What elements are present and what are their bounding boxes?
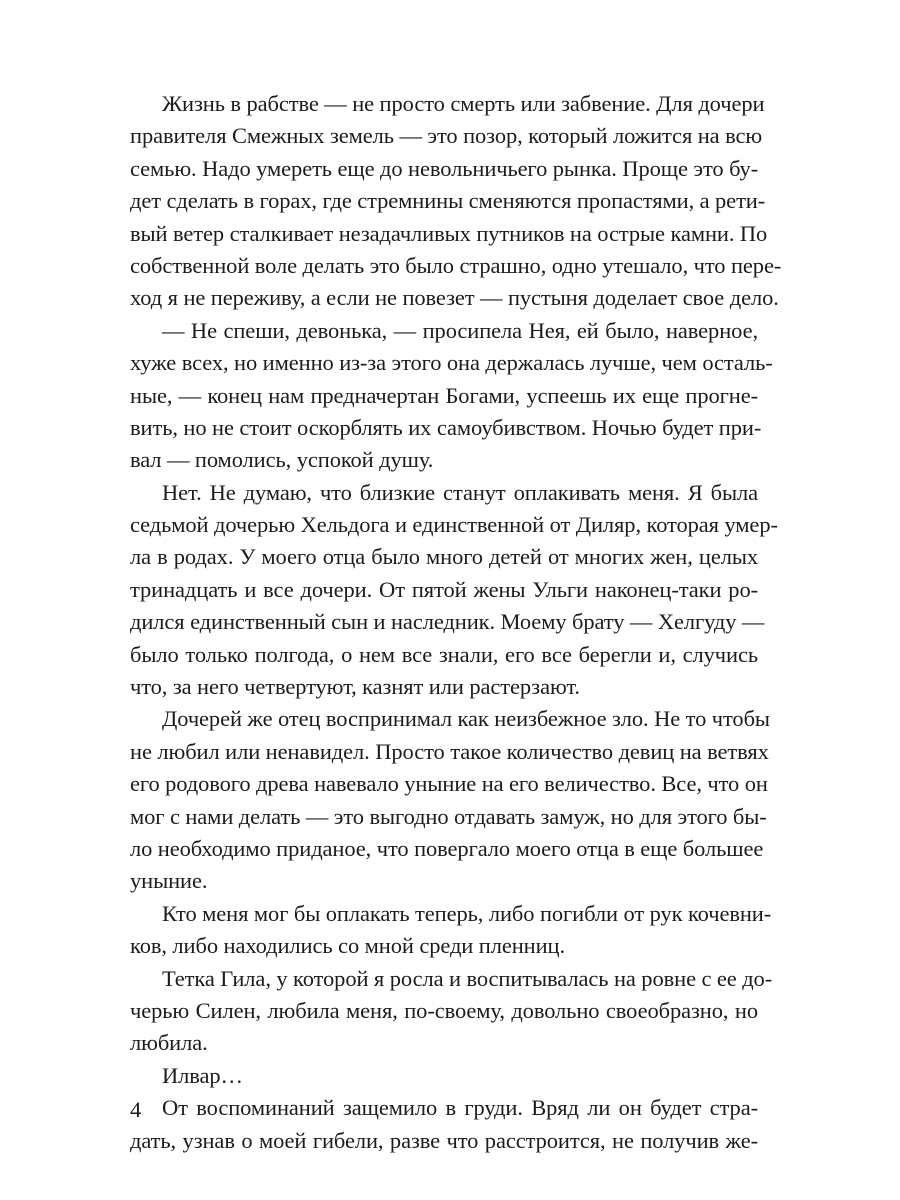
text-line: вить, но не стоит оскорблять их самоубивством. Ночью будет при- (130, 414, 762, 440)
text-line: уныние. (130, 868, 208, 894)
text-line: тринадцать и все дочери. От пятой жены Ульги наконец-таки ро- (130, 576, 758, 602)
text-line: было только полгода, о нем все знали, его все берегли и, случись (130, 641, 758, 667)
text-line: любила. (130, 1030, 208, 1056)
text-line: Илвар… (162, 1062, 243, 1088)
text-line: правителя Смежных земель — это позор, который ложится на всю (130, 123, 763, 149)
text-line: не любил или ненавидел. Просто такое количество девиц на ветвях (130, 738, 769, 764)
text-line: мог с нами делать — это выгодно отдавать замуж, но для этого бы- (130, 803, 767, 829)
text-line: ла в родах. У моего отца было много детей от многих жен, целых (130, 544, 758, 570)
text-line: ход я не переживу, а если не повезет — пустыня доделает свое дело. (130, 285, 779, 311)
page-number: 4 (130, 1097, 142, 1122)
paragraph (130, 477, 778, 704)
text-line: собственной воле делать это было страшно, одно утешало, что пере- (130, 252, 782, 278)
page-body (130, 88, 782, 1157)
paragraph-continued (130, 1092, 758, 1157)
paragraph (130, 963, 773, 1060)
text-line: дать, узнав о моей гибели, разве что расстроится, не получив же- (130, 1127, 758, 1153)
text-line: хуже всех, но именно из-за этого она держалась лучше, чем осталь- (130, 350, 773, 376)
paragraph (130, 898, 772, 963)
paragraph (130, 1060, 758, 1092)
text-line: что, за него четвертуют, казнят или растерзают. (130, 674, 580, 700)
text-line: вал — помолись, успокой душу. (130, 447, 434, 473)
text-line: ков, либо находились со мной среди пленниц. (130, 933, 565, 959)
text-line: Кто меня мог бы оплакать теперь, либо погибли от рук кочевни- (162, 900, 772, 926)
text-line: дет сделать в горах, где стремнины сменяются пропастями, а рети- (130, 188, 766, 214)
text-line: черью Силен, любила меня, по-своему, довольно своеобразно, но (130, 997, 758, 1023)
text-line: Дочерей же отец воспринимал как неизбежное зло. Не то чтобы (162, 706, 770, 732)
text-line: вый ветер сталкивает незадачливых путников на острые камни. По (130, 220, 768, 246)
text-line: ло необходимо приданое, что повергало моего отца в еще большее (130, 835, 764, 861)
paragraph (130, 88, 782, 315)
text-line: седьмой дочерью Хельдога и единственной от Диляр, которая умер- (130, 512, 778, 538)
text-line: дился единственный сын и наследник. Моему брату — Хелгуду — (130, 609, 765, 635)
text-line: Жизнь в рабстве — не просто смерть или забвение. Для дочери (162, 91, 765, 116)
text-line: Тетка Гила, у которой я росла и воспитывалась на ровне с ее до- (162, 965, 773, 991)
text-line: От воспоминаний защемило в груди. Вряд ли он будет стра- (162, 1095, 758, 1121)
text-line: семью. Надо умереть еще до невольничьего рынка. Проще это бу- (130, 155, 759, 181)
text-line: его родового древа навевало уныние на его величество. Все, что он (130, 771, 768, 797)
paragraph (130, 703, 770, 897)
text-line: Нет. Не думаю, что близкие станут оплакивать меня. Я была (162, 479, 758, 505)
text-line: — Не спеши, девонька, — просипела Нея, ей было, наверное, (162, 317, 758, 343)
text-line: ные, — конец нам предначертан Богами, успеешь их еще прогне- (130, 382, 758, 408)
paragraph-dialogue (130, 315, 773, 477)
